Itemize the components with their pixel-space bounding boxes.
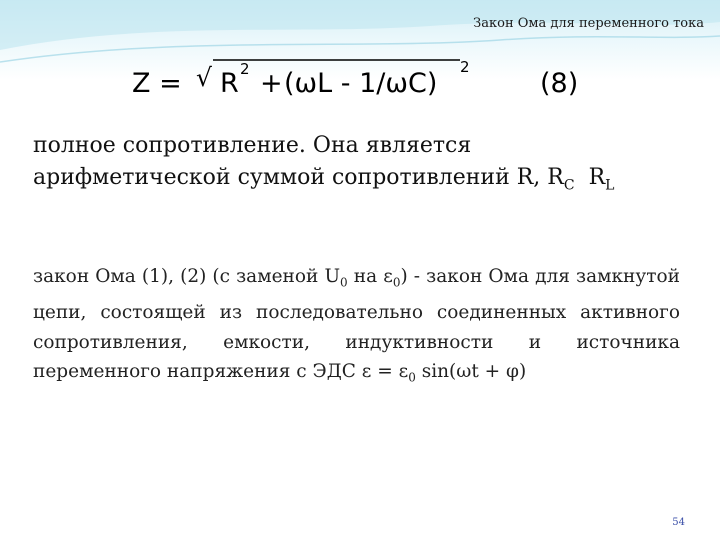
formula-r: R [220,68,239,99]
p2-sub-0-c: 0 [408,370,416,385]
p2-sub-0-b: 0 [392,275,401,290]
p2-text-d: sin(ωt + φ) [415,361,527,383]
paragraph1-line1: полное сопротивление. Она является [33,133,472,158]
p2-text-c: ) - закон Ома для замкнутой цепи, состоящей из последовательно соединенных активного сопротивления, емкости, индуктивности и источника переменного напряжения с ЭДС ε = ε [33,266,680,383]
p2-text-a: закон Ома (1), (2) (с заменой U [33,266,341,287]
paragraph1-r-l: R [588,165,606,190]
formula-bracket: (ωL - 1/ωC) [284,68,438,99]
paragraph-ohm-law-closed-circuit [33,262,680,393]
paragraph1-line2-text: арифметической суммой сопротивлений R, R [33,165,564,190]
p2-text-b: на ε [347,266,393,287]
formula-lhs: Z = [132,68,182,99]
formula-radical: √ [196,63,212,92]
paragraph1-line2 [33,162,693,201]
paragraph-impedance-definition [33,130,693,201]
subscript-c: C [563,177,575,194]
p2-sub-0-a: 0 [340,275,348,290]
formula-r-exp: 2 [240,60,250,78]
impedance-formula [120,52,600,112]
equation-number: (8) [540,68,579,99]
subscript-l: L [605,177,615,194]
formula-bracket-exp: 2 [460,58,470,76]
slide-title: Закон Ома для переменного тока [473,16,704,31]
page-number: 54 [672,517,685,528]
formula-plus: + [260,68,283,99]
